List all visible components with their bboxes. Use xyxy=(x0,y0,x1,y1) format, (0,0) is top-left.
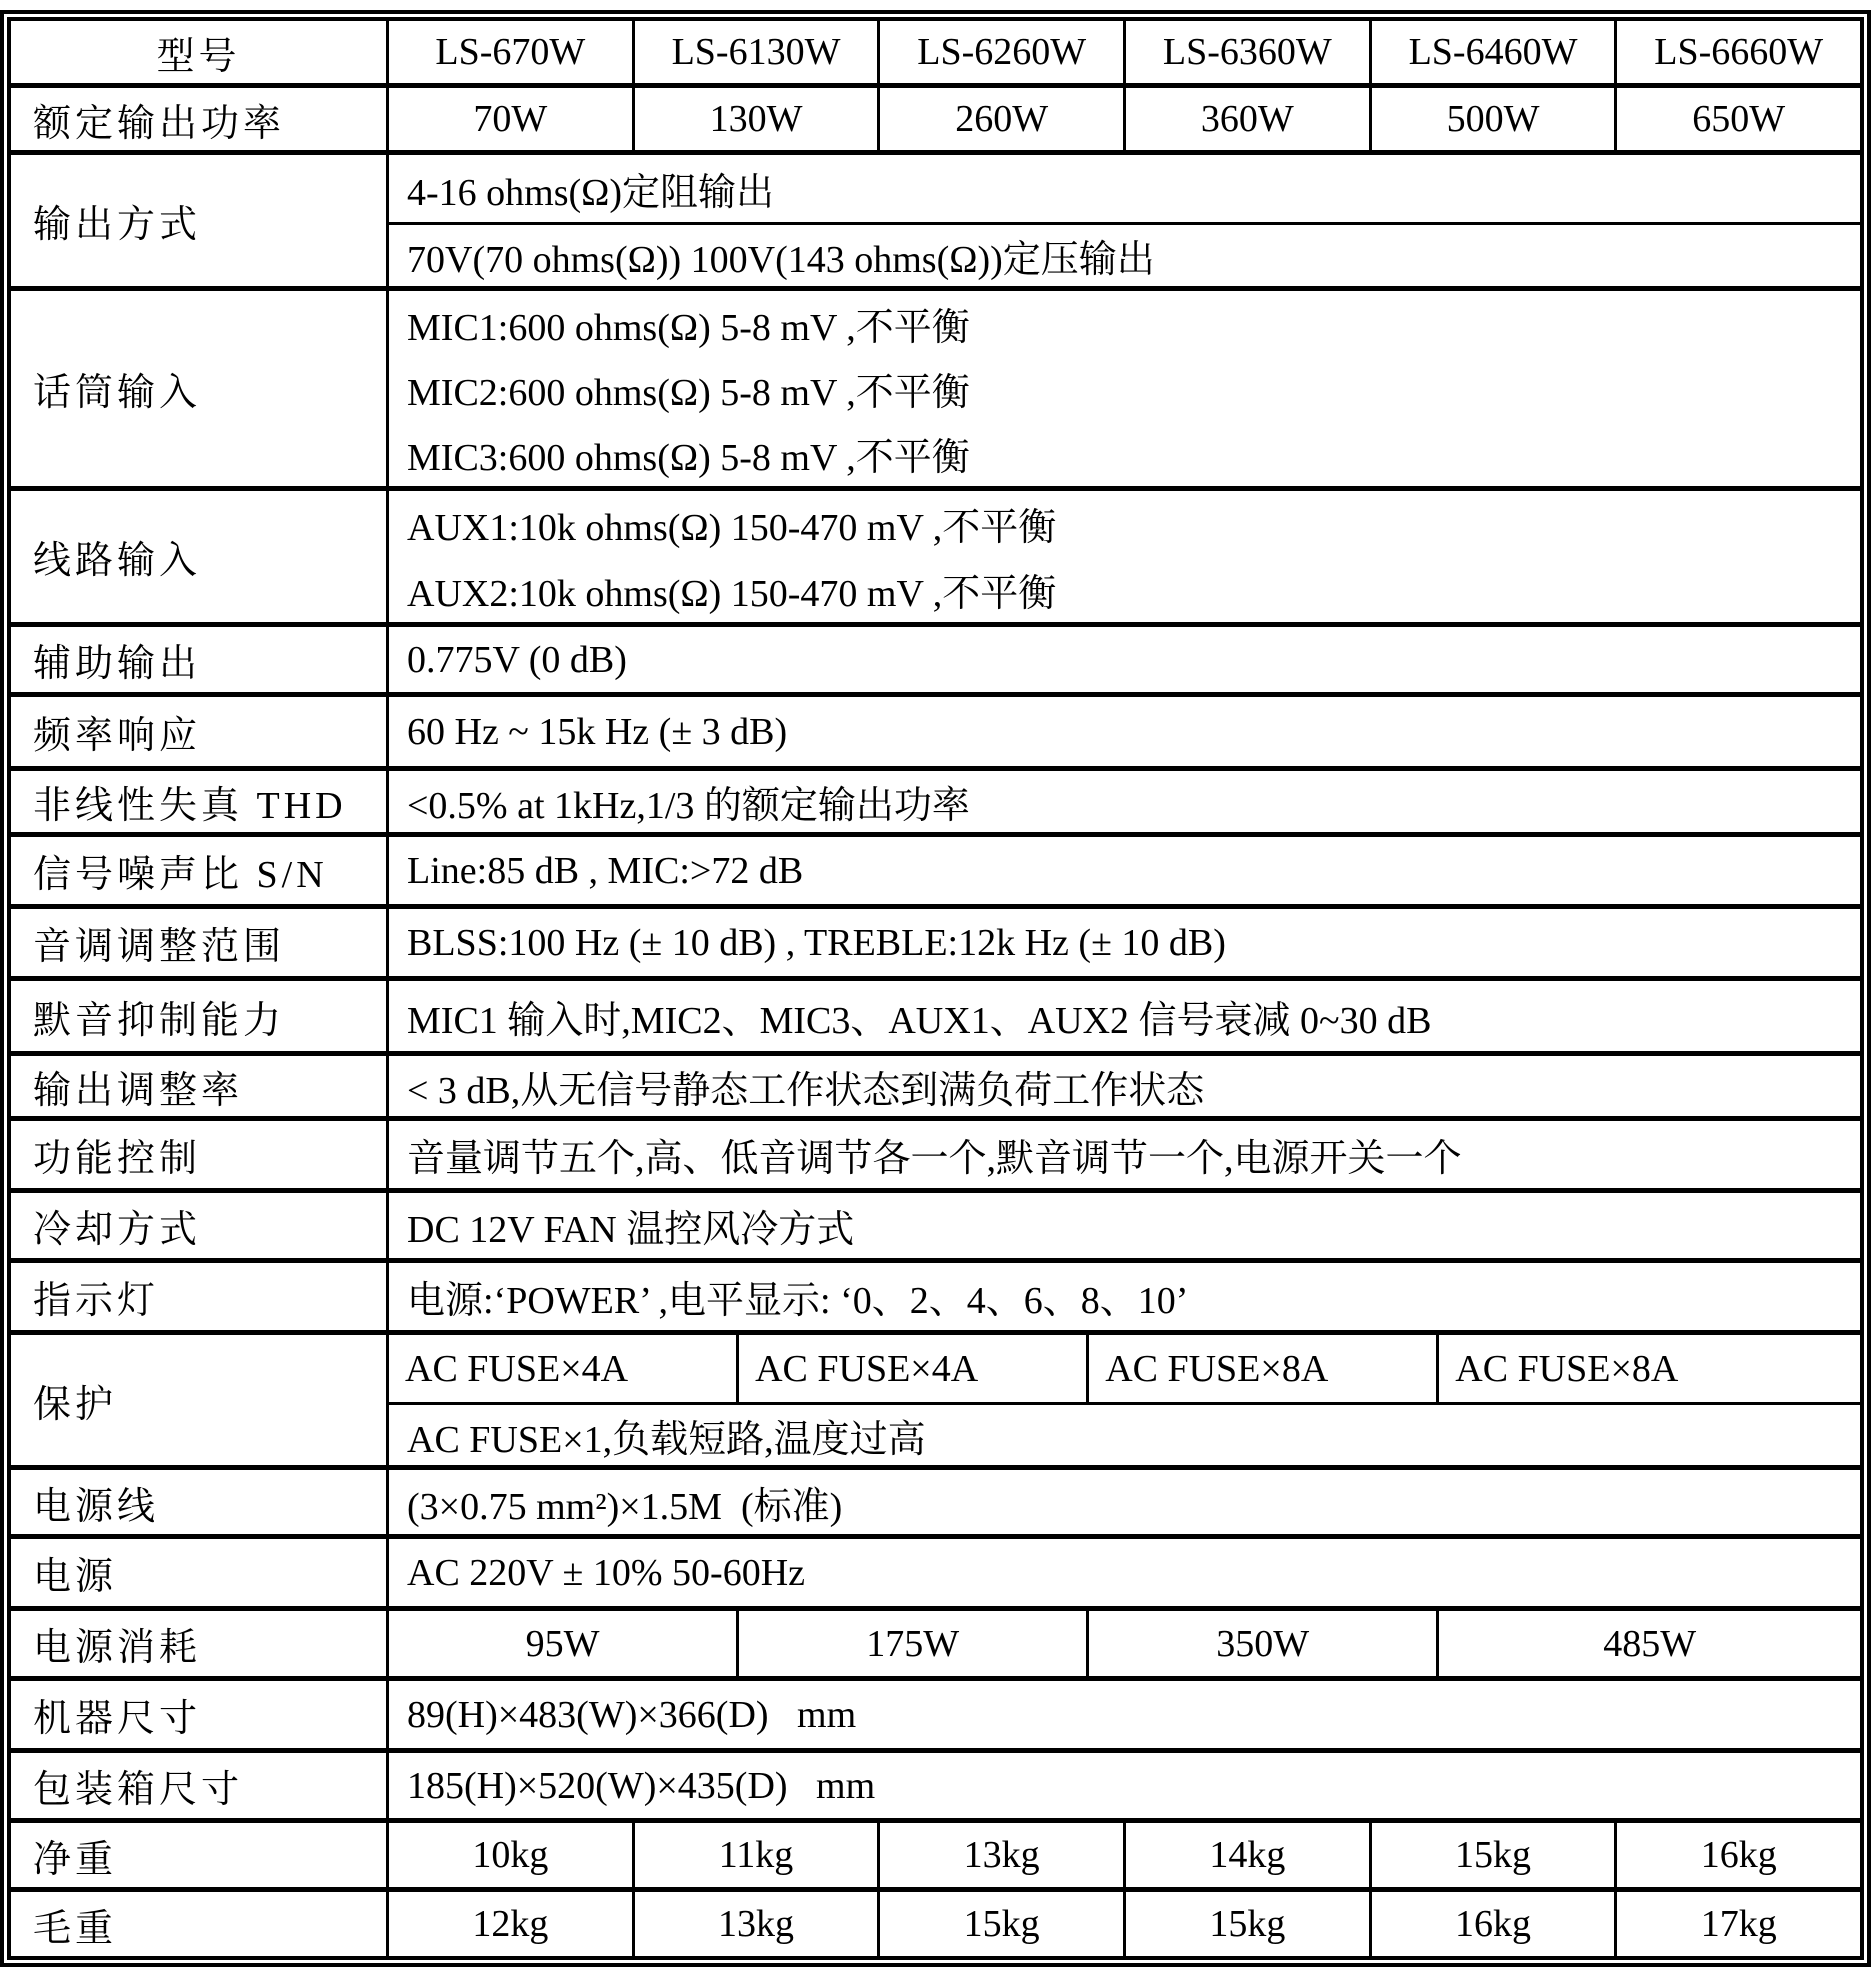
row-cells xyxy=(389,1823,1860,1887)
value-cell: <0.5% at 1kHz,1/3 的额定输出功率 xyxy=(407,785,970,827)
value-cell: 130W xyxy=(635,88,881,150)
value-cell: DC 12V FAN 温控风冷方式 xyxy=(407,1209,855,1251)
value-cell xyxy=(389,291,1860,486)
table-row-carton-size xyxy=(11,1748,1860,1818)
row-label: 型号 xyxy=(11,21,389,83)
row-label: 非线性失真 THD xyxy=(11,771,389,832)
value-line: MIC2:600 ohms(Ω) 5-8 mV ,不平衡 xyxy=(407,372,970,414)
value-cell: AC 220V ± 10% 50-60Hz xyxy=(407,1551,806,1594)
row-label: 冷却方式 xyxy=(11,1193,389,1258)
row-label: 机器尺寸 xyxy=(11,1681,389,1748)
table-row-tone-range xyxy=(11,904,1860,976)
table-row-net-weight xyxy=(11,1818,1860,1887)
row-label: 音调调整范围 xyxy=(11,909,389,976)
value-cell: 500W xyxy=(1372,88,1618,150)
table-row-mic-input xyxy=(11,286,1860,486)
row-label: 电源消耗 xyxy=(11,1611,389,1676)
table-row-thd xyxy=(11,766,1860,832)
sub-row: AC FUSE×1,负载短路,温度过高 xyxy=(389,1402,1860,1465)
value-cell: 14kg xyxy=(1126,1823,1372,1887)
table-row-protection xyxy=(11,1330,1860,1465)
table-row-indicators xyxy=(11,1258,1860,1330)
value-cell: 650W xyxy=(1692,98,1786,140)
row-label: 保护 xyxy=(11,1335,389,1465)
table-row-power-consumption xyxy=(11,1606,1860,1676)
value-cell: 16kg xyxy=(1372,1892,1618,1956)
model-header-cell: LS-6460W xyxy=(1372,21,1618,83)
value-cell: MIC1 输入时,MIC2、MIC3、AUX1、AUX2 信号衰减 0~30 dB xyxy=(407,999,1432,1042)
value-cell: < 3 dB,从无信号静态工作状态到满负荷工作状态 xyxy=(407,1069,1205,1112)
value-cell: 0.775V (0 dB) xyxy=(407,638,627,681)
table-row-rated-power xyxy=(11,83,1860,150)
value-line: AUX1:10k ohms(Ω) 150-470 mV ,不平衡 xyxy=(407,507,1057,550)
sub-row: 70V(70 ohms(Ω)) 100V(143 ohms(Ω))定压输出 xyxy=(389,222,1860,286)
value-cell: 350W xyxy=(1089,1611,1439,1676)
value-cell: 89(H)×483(W)×366(D) mm xyxy=(407,1693,857,1736)
table-row-aux-output xyxy=(11,622,1860,692)
value-cell: AC FUSE×4A xyxy=(389,1335,739,1402)
model-header-cell: LS-670W xyxy=(389,21,635,83)
row-label: 指示灯 xyxy=(11,1263,389,1330)
row-label: 额定输出功率 xyxy=(11,88,389,150)
row-label: 频率响应 xyxy=(11,697,389,766)
row-label: 默音抑制能力 xyxy=(11,981,389,1051)
row-label: 话筒输入 xyxy=(11,291,389,486)
row-label: 辅助输出 xyxy=(11,627,389,692)
value-cell: 15kg xyxy=(1126,1892,1372,1956)
value-cell: 13kg xyxy=(635,1892,881,1956)
value-line: MIC1:600 ohms(Ω) 5-8 mV ,不平衡 xyxy=(407,307,970,349)
value-line: MIC3:600 ohms(Ω) 5-8 mV ,不平衡 xyxy=(407,437,970,479)
table-row-power-supply xyxy=(11,1534,1860,1606)
row-label: 电源 xyxy=(11,1539,389,1606)
value-cell: 12kg xyxy=(389,1892,635,1956)
row-label: 输出调整率 xyxy=(11,1056,389,1116)
table-row-snr xyxy=(11,832,1860,904)
row-label: 包装箱尺寸 xyxy=(11,1753,389,1818)
row-cells xyxy=(389,21,1860,83)
row-cells xyxy=(389,1892,1860,1956)
value-cell: 185(H)×520(W)×435(D) mm xyxy=(407,1764,876,1807)
row-label: 功能控制 xyxy=(11,1121,389,1188)
model-header-cell: LS-6360W xyxy=(1126,21,1372,83)
row-label: 线路输入 xyxy=(11,491,389,622)
row-label: 电源线 xyxy=(11,1470,389,1534)
value-cell: 电源:‘POWER’ ,电平显示: ‘0、2、4、6、8、10’ xyxy=(407,1280,1189,1322)
value-line: AUX2:10k ohms(Ω) 150-470 mV ,不平衡 xyxy=(407,572,1057,615)
value-cell: 17kg xyxy=(1700,1903,1777,1945)
model-header-cell: LS-6130W xyxy=(635,21,881,83)
value-cell: AC FUSE×8A xyxy=(1089,1335,1439,1402)
value-cell: 360W xyxy=(1126,88,1372,150)
value-cell: (3×0.75 mm²)×1.5M (标准) xyxy=(407,1485,843,1528)
value-cell: 13kg xyxy=(880,1823,1126,1887)
value-cell: 11kg xyxy=(635,1823,881,1887)
model-header-cell: LS-6260W xyxy=(880,21,1126,83)
value-cell: AC FUSE×4A xyxy=(739,1335,1089,1402)
table-row-model xyxy=(11,21,1860,83)
value-cell: 10kg xyxy=(389,1823,635,1887)
row-subrows xyxy=(389,1335,1860,1465)
value-cell: 260W xyxy=(880,88,1126,150)
table-row-output-regulation xyxy=(11,1051,1860,1116)
row-label: 净重 xyxy=(11,1823,389,1887)
table-row-line-input xyxy=(11,486,1860,622)
value-cell: 70W xyxy=(389,88,635,150)
value-cell: AC FUSE×8A xyxy=(1455,1347,1679,1390)
value-cell: BLSS:100 Hz (± 10 dB) , TREBLE:12k Hz (± 10 dB) xyxy=(407,921,1226,964)
table-row-power-cord xyxy=(11,1465,1860,1534)
table-row-cooling xyxy=(11,1188,1860,1258)
row-cells xyxy=(389,1611,1860,1676)
table-row-mute-suppression xyxy=(11,976,1860,1051)
row-label: 毛重 xyxy=(11,1892,389,1956)
value-cell: 音量调节五个,高、低音调节各一个,默音调节一个,电源开关一个 xyxy=(407,1138,1462,1180)
table-row-output-mode xyxy=(11,150,1860,286)
value-cell: 15kg xyxy=(1372,1823,1618,1887)
value-cell: 60 Hz ~ 15k Hz (± 3 dB) xyxy=(407,710,788,753)
sub-row-fuses xyxy=(389,1335,1860,1402)
value-cell: 175W xyxy=(739,1611,1089,1676)
value-cell: 16kg xyxy=(1700,1834,1777,1876)
value-cell: 15kg xyxy=(880,1892,1126,1956)
sub-row: 4-16 ohms(Ω)定阻输出 xyxy=(407,172,775,214)
value-cell xyxy=(389,491,1860,622)
row-label: 信号噪声比 S/N xyxy=(11,837,389,904)
table-row-gross-weight xyxy=(11,1887,1860,1956)
value-cell: 485W xyxy=(1603,1622,1697,1665)
row-subrows xyxy=(389,155,1860,286)
table-row-function-control xyxy=(11,1116,1860,1188)
row-label: 输出方式 xyxy=(11,155,389,286)
model-header-cell: LS-6660W xyxy=(1654,31,1824,73)
table-row-freq-response xyxy=(11,692,1860,766)
value-cell: 95W xyxy=(389,1611,739,1676)
table-row-unit-size xyxy=(11,1676,1860,1748)
value-cell: Line:85 dB , MIC:>72 dB xyxy=(407,849,804,892)
row-cells xyxy=(389,88,1860,150)
spec-table xyxy=(0,10,1871,1967)
